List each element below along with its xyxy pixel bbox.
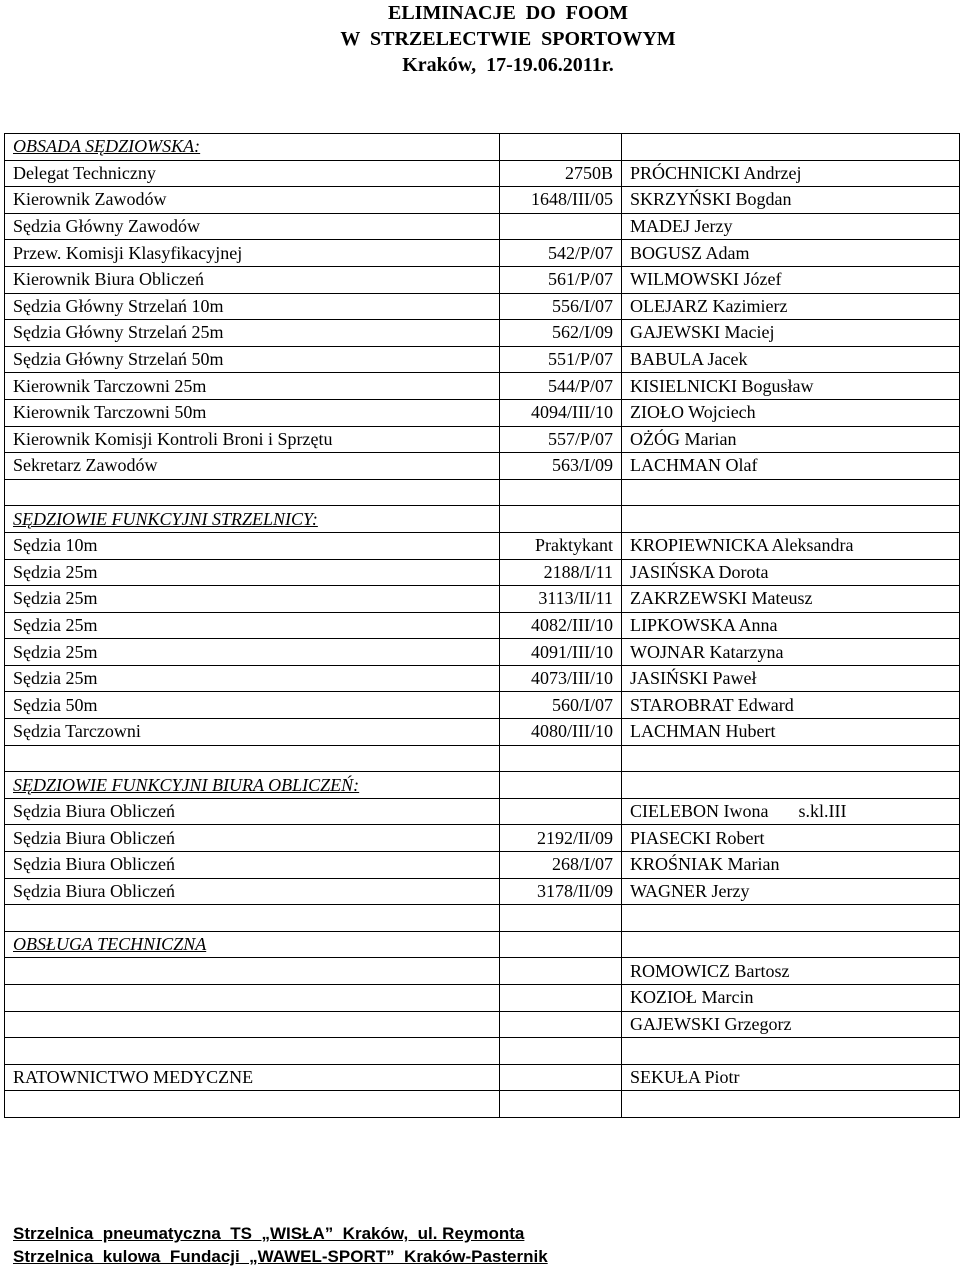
table-row bbox=[5, 586, 960, 613]
name-cell: GAJEWSKI Grzegorz bbox=[622, 1011, 960, 1038]
spacer-cell bbox=[622, 506, 960, 533]
table-row bbox=[5, 532, 960, 559]
role-cell: Kierownik Komisji Kontroli Broni i Sprzętu bbox=[5, 426, 500, 453]
role-cell: Delegat Techniczny bbox=[5, 160, 500, 187]
person-name: MADEJ Jerzy bbox=[630, 216, 733, 237]
role-cell: Sekretarz Zawodów bbox=[5, 453, 500, 480]
name-cell bbox=[622, 399, 960, 426]
table-row bbox=[5, 692, 960, 719]
license-cell: 3113/II/11 bbox=[500, 586, 622, 613]
spacer-cell bbox=[622, 479, 960, 506]
person-name: KROPIEWNICKA Aleksandra bbox=[630, 535, 854, 556]
license-cell: 4082/III/10 bbox=[500, 612, 622, 639]
table-row bbox=[5, 559, 960, 586]
person-name: SKRZYŃSKI Bogdan bbox=[630, 189, 792, 210]
role-cell: Sędzia 10m bbox=[5, 532, 500, 559]
spacer-cell bbox=[622, 1091, 960, 1118]
name-cell bbox=[622, 612, 960, 639]
role-cell: Sędzia Biura Obliczeń bbox=[5, 852, 500, 879]
person-name: BOGUSZ Adam bbox=[630, 242, 750, 263]
header-title: ELIMINACJE DO FOOM bbox=[388, 2, 628, 24]
spacer-cell bbox=[500, 479, 622, 506]
spacer-cell bbox=[622, 745, 960, 772]
table-row bbox=[5, 639, 960, 666]
license-cell: 556/I/07 bbox=[500, 293, 622, 320]
name-cell bbox=[622, 798, 960, 825]
license-cell: 4091/III/10 bbox=[500, 639, 622, 666]
spacer-row bbox=[5, 905, 960, 932]
table-row bbox=[5, 399, 960, 426]
name-cell bbox=[622, 559, 960, 586]
name-cell bbox=[622, 692, 960, 719]
role-cell: Przew. Komisji Klasyfikacyjnej bbox=[5, 240, 500, 267]
table-row bbox=[5, 373, 960, 400]
role-cell: Sędzia 25m bbox=[5, 612, 500, 639]
table-row bbox=[5, 320, 960, 347]
person-name: ZIOŁO Wojciech bbox=[630, 402, 756, 423]
spacer-cell bbox=[500, 931, 622, 958]
spacer-cell bbox=[622, 905, 960, 932]
name-cell bbox=[622, 320, 960, 347]
spacer-row bbox=[5, 1038, 960, 1065]
license-cell bbox=[500, 1011, 622, 1038]
person-name: ZAKRZEWSKI Mateusz bbox=[630, 588, 813, 609]
name-cell bbox=[622, 160, 960, 187]
name-cell bbox=[622, 852, 960, 879]
section-header-row bbox=[5, 772, 960, 799]
table-row bbox=[5, 1011, 960, 1038]
role-cell: RATOWNICTWO MEDYCZNE bbox=[5, 1064, 500, 1091]
license-cell: 542/P/07 bbox=[500, 240, 622, 267]
referee-table-body bbox=[5, 134, 960, 1118]
person-name: KROŚNIAK Marian bbox=[630, 854, 780, 875]
spacer-cell bbox=[622, 1038, 960, 1065]
role-cell: Sędzia 25m bbox=[5, 665, 500, 692]
table-row bbox=[5, 240, 960, 267]
name-cell bbox=[622, 266, 960, 293]
license-cell: 4080/III/10 bbox=[500, 719, 622, 746]
license-cell: Praktykant bbox=[500, 532, 622, 559]
name-cell bbox=[622, 878, 960, 905]
person-name: JASIŃSKA Dorota bbox=[630, 561, 769, 582]
spacer-row bbox=[5, 1091, 960, 1118]
license-cell bbox=[500, 985, 622, 1012]
table-row bbox=[5, 346, 960, 373]
license-cell bbox=[500, 1064, 622, 1091]
name-cell bbox=[622, 665, 960, 692]
role-cell: Sędzia Główny Strzelań 50m bbox=[5, 346, 500, 373]
license-cell: 3178/II/09 bbox=[500, 878, 622, 905]
role-cell bbox=[5, 958, 500, 985]
person-name: LACHMAN Hubert bbox=[630, 721, 776, 742]
table-row bbox=[5, 958, 960, 985]
table-row bbox=[5, 665, 960, 692]
person-name: STAROBRAT Edward bbox=[630, 694, 794, 715]
person-name: WILMOWSKI Józef bbox=[630, 269, 782, 290]
name-cell bbox=[622, 187, 960, 214]
name-cell bbox=[622, 825, 960, 852]
section-title: SĘDZIOWIE FUNKCYJNI BIURA OBLICZEŃ: bbox=[5, 772, 500, 799]
role-cell: Sędzia 50m bbox=[5, 692, 500, 719]
person-name: GAJEWSKI Maciej bbox=[630, 322, 775, 343]
table-row bbox=[5, 160, 960, 187]
table-row bbox=[5, 453, 960, 480]
role-cell: Sędzia Główny Strzelań 10m bbox=[5, 293, 500, 320]
license-cell: 4094/III/10 bbox=[500, 399, 622, 426]
section-title: OBSADA SĘDZIOWSKA: bbox=[5, 134, 500, 161]
person-name: OLEJARZ Kazimierz bbox=[630, 295, 788, 316]
role-cell bbox=[5, 985, 500, 1012]
role-cell: Sędzia 25m bbox=[5, 559, 500, 586]
name-cell bbox=[622, 240, 960, 267]
spacer-cell bbox=[5, 479, 500, 506]
role-cell bbox=[5, 1011, 500, 1038]
table-row bbox=[5, 719, 960, 746]
name-cell bbox=[622, 426, 960, 453]
license-cell bbox=[500, 798, 622, 825]
name-cell bbox=[622, 639, 960, 666]
license-cell bbox=[500, 213, 622, 240]
section-header-row bbox=[5, 134, 960, 161]
license-cell: 563/I/09 bbox=[500, 453, 622, 480]
table-row bbox=[5, 825, 960, 852]
license-cell: 4073/III/10 bbox=[500, 665, 622, 692]
name-cell bbox=[622, 213, 960, 240]
table-row bbox=[5, 985, 960, 1012]
spacer-cell bbox=[5, 905, 500, 932]
spacer-cell bbox=[500, 772, 622, 799]
role-cell: Sędzia 25m bbox=[5, 639, 500, 666]
section-header-row bbox=[5, 506, 960, 533]
person-name: LACHMAN Olaf bbox=[630, 455, 758, 476]
person-name: JASIŃSKI Paweł bbox=[630, 668, 757, 689]
license-cell: 551/P/07 bbox=[500, 346, 622, 373]
license-cell: 557/P/07 bbox=[500, 426, 622, 453]
role-cell: Sędzia Biura Obliczeń bbox=[5, 878, 500, 905]
license-cell: 561/P/07 bbox=[500, 266, 622, 293]
header-subtitle: W STRZELECTWIE SPORTOWYM bbox=[340, 28, 676, 50]
spacer-cell bbox=[622, 772, 960, 799]
name-cell bbox=[622, 586, 960, 613]
footer-venue-1: Strzelnica pneumatyczna TS „WISŁA” Kraków, ul. Reymonta bbox=[13, 1224, 525, 1243]
name-cell bbox=[622, 532, 960, 559]
role-cell: Kierownik Zawodów bbox=[5, 187, 500, 214]
section-title: SĘDZIOWIE FUNKCYJNI STRZELNICY: bbox=[5, 506, 500, 533]
table-row bbox=[5, 612, 960, 639]
license-cell: 560/I/07 bbox=[500, 692, 622, 719]
spacer-cell bbox=[500, 506, 622, 533]
spacer-row bbox=[5, 479, 960, 506]
person-name: PIASECKI Robert bbox=[630, 827, 765, 848]
license-cell: 2188/I/11 bbox=[500, 559, 622, 586]
person-name: OŻÓG Marian bbox=[630, 428, 737, 449]
license-cell bbox=[500, 958, 622, 985]
spacer-cell bbox=[500, 905, 622, 932]
spacer-cell bbox=[5, 745, 500, 772]
name-cell: KOZIOŁ Marcin bbox=[622, 985, 960, 1012]
class-suffix: s.kl.III bbox=[798, 801, 847, 822]
table-row bbox=[5, 426, 960, 453]
role-cell: Sędzia Tarczowni bbox=[5, 719, 500, 746]
role-cell: Sędzia Główny Strzelań 25m bbox=[5, 320, 500, 347]
spacer-cell bbox=[500, 1038, 622, 1065]
role-cell: Sędzia Biura Obliczeń bbox=[5, 825, 500, 852]
table-row bbox=[5, 798, 960, 825]
document-header bbox=[0, 0, 960, 78]
license-cell: 2192/II/09 bbox=[500, 825, 622, 852]
license-cell: 268/I/07 bbox=[500, 852, 622, 879]
person-name: LIPKOWSKA Anna bbox=[630, 614, 778, 635]
name-cell bbox=[622, 346, 960, 373]
footer bbox=[13, 1222, 548, 1268]
table-row bbox=[5, 852, 960, 879]
footer-venue-2: Strzelnica kulowa Fundacji „WAWEL-SPORT” Kraków-Pasternik bbox=[13, 1247, 548, 1266]
role-cell: Kierownik Tarczowni 50m bbox=[5, 399, 500, 426]
table-row bbox=[5, 266, 960, 293]
spacer-cell bbox=[622, 931, 960, 958]
name-cell bbox=[622, 293, 960, 320]
person-name: KISIELNICKI Bogusław bbox=[630, 375, 814, 396]
spacer-cell bbox=[5, 1038, 500, 1065]
name-cell: ROMOWICZ Bartosz bbox=[622, 958, 960, 985]
name-cell: SEKUŁA Piotr bbox=[622, 1064, 960, 1091]
role-cell: Kierownik Biura Obliczeń bbox=[5, 266, 500, 293]
spacer-row bbox=[5, 745, 960, 772]
name-cell bbox=[622, 719, 960, 746]
table-row bbox=[5, 213, 960, 240]
license-cell: 544/P/07 bbox=[500, 373, 622, 400]
section-title: OBSŁUGA TECHNICZNA bbox=[5, 931, 500, 958]
license-cell: 562/I/09 bbox=[500, 320, 622, 347]
name-cell bbox=[622, 453, 960, 480]
header-date: Kraków, 17-19.06.2011r. bbox=[402, 54, 614, 76]
person-name: PRÓCHNICKI Andrzej bbox=[630, 162, 802, 183]
spacer-cell bbox=[500, 745, 622, 772]
role-cell: Kierownik Tarczowni 25m bbox=[5, 373, 500, 400]
role-cell: Sędzia 25m bbox=[5, 586, 500, 613]
table-row bbox=[5, 1064, 960, 1091]
license-cell: 1648/III/05 bbox=[500, 187, 622, 214]
table-row bbox=[5, 878, 960, 905]
table-row bbox=[5, 293, 960, 320]
person-name: BABULA Jacek bbox=[630, 349, 748, 370]
section-header-row bbox=[5, 931, 960, 958]
spacer-cell bbox=[622, 134, 960, 161]
spacer-cell bbox=[5, 1091, 500, 1118]
person-name: WOJNAR Katarzyna bbox=[630, 641, 784, 662]
table-row bbox=[5, 187, 960, 214]
spacer-cell bbox=[500, 134, 622, 161]
role-cell: Sędzia Główny Zawodów bbox=[5, 213, 500, 240]
person-name: CIELEBON Iwona bbox=[630, 801, 769, 822]
referee-table bbox=[4, 133, 960, 1118]
person-name: WAGNER Jerzy bbox=[630, 880, 750, 901]
name-cell bbox=[622, 373, 960, 400]
spacer-cell bbox=[500, 1091, 622, 1118]
role-cell: Sędzia Biura Obliczeń bbox=[5, 798, 500, 825]
license-cell: 2750B bbox=[500, 160, 622, 187]
